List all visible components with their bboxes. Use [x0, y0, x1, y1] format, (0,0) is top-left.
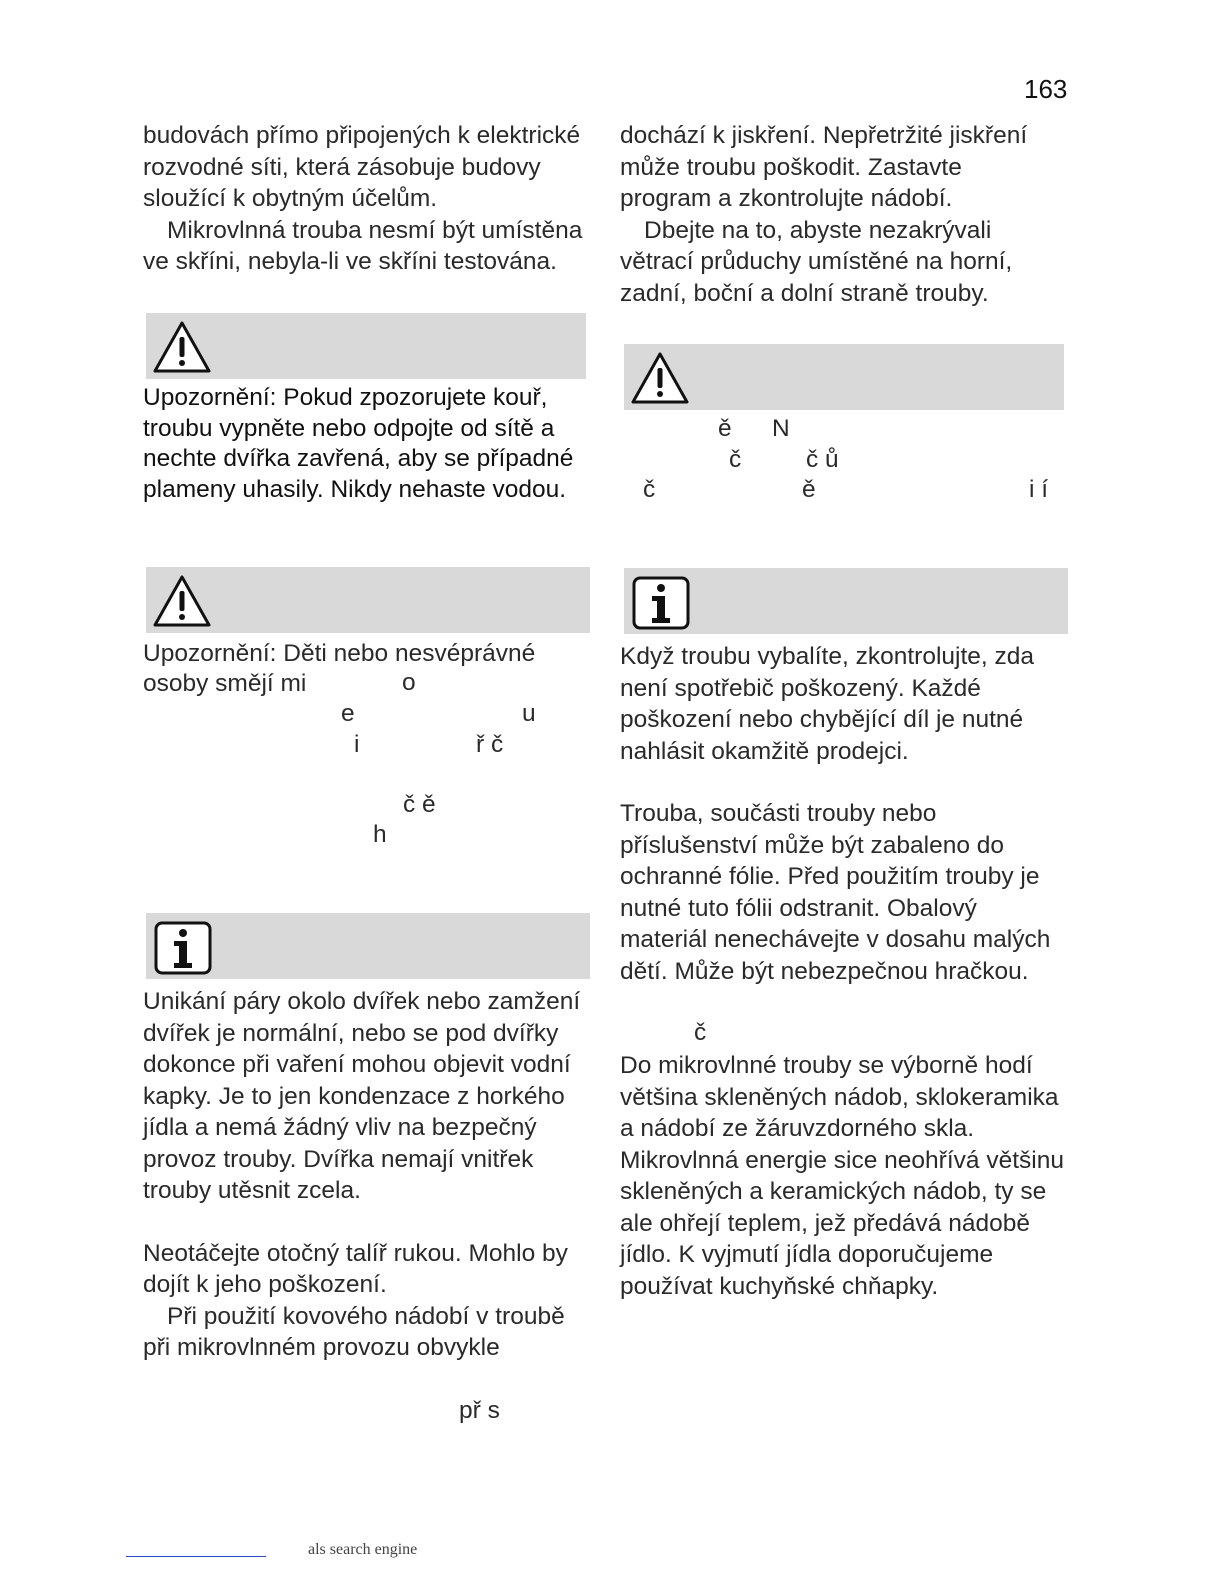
text-fragment: N [772, 415, 790, 442]
info-left-paragraph-3: Při použití kovového nádobí v troubě při mikrovlnném provozu obvykle [143, 1302, 565, 1361]
warning-text-1: Upozornění: Pokud zpozorujete kouř, troubu vypněte nebo odpojte od sítě a nechte dvířka zavřená, aby se případné plameny uhasily. Nikdy nehaste vodou. [143, 384, 574, 503]
text-fragment: i í [1029, 476, 1049, 503]
left-paragraph-1: budovách přímo připojených k elektrické rozvodné síti, která zásobuje budovy sloužící k obytným účelům. [143, 122, 581, 212]
page-number: 163 [1024, 74, 1068, 104]
footer-text: als search engine [308, 1541, 418, 1558]
text-fragment: ě [718, 415, 732, 442]
info-right-paragraph-2: Trouba, součásti trouby nebo příslušenství může být zabaleno do ochranné fólie. Před použitím trouby je nutné tuto fólii odstranit. Obalový materiál nenechávejte v dosahu malých dětí. Může být nebezpečnou hračkou. [620, 800, 1051, 985]
text-fragment: č [729, 446, 742, 473]
text-fragment: i [354, 731, 360, 758]
right-paragraph-1: dochází k jiskření. Nepřetržité jiskření může troubu poškodit. Zastavte program a zkontrolujte nádobí. [620, 122, 1028, 212]
right-paragraph-3: Do mikrovlnné trouby se výborně hodí většina skleněných nádob, sklokeramika a nádobí ze žáruvzdorného skla. Mikrovlnná energie sice neohřívá většinu skleněných a keramických nádob, ty se ale ohřejí teplem, jež předává nádobě jídlo. K vyjmutí jídla doporučujeme používat kuchyňské chňapky. [620, 1052, 1064, 1300]
info-box-left [146, 913, 590, 979]
section-heading-fragment: č [694, 1019, 707, 1046]
info-right-paragraph-1: Když troubu vybalíte, zkontrolujte, zda není spotřebič poškozený. Každé poškození nebo chybějící díl je nutné nahlásit okamžitě prodejci. [620, 643, 1034, 765]
text-fragment: u [522, 700, 536, 727]
text-fragment: h [373, 821, 387, 848]
text-fragment: e [341, 700, 355, 727]
warning-box-3 [624, 344, 1064, 410]
warning-triangle-icon [152, 319, 212, 375]
right-paragraph-2: Dbejte na to, abyste nezakrývali větrací průduchy umístěné na horní, zadní, boční a dolní straně trouby. [620, 216, 1013, 307]
text-fragment: č [643, 476, 656, 503]
left-paragraph-2: Mikrovlnná trouba nesmí být umístěna ve skříni, nebyla-li ve skříni testována. [143, 216, 583, 275]
text-fragment: č ě [403, 791, 436, 818]
warning-box-2 [146, 567, 590, 633]
text-fragment: ě [802, 476, 816, 503]
warning-text-2-line-1: Upozornění: Děti nebo nesvéprávné [143, 640, 536, 667]
text-fragment: o [402, 669, 416, 696]
info-left-paragraph-2: Neotáčejte otočný talíř rukou. Mohlo by dojít k jeho poškození. [143, 1239, 568, 1298]
info-left-paragraph-1: Unikání páry okolo dvířek nebo zamžení dvířek je normální, nebo se pod dvířky dokonce při vaření mohou objevit vodní kapky. Je to jen kondenzace z horkého jídla a nemá žádný vliv na bezpečný provoz trouby. Dvířka nemají vnitřek trouby utěsnit zcela. [143, 988, 581, 1204]
text-fragment: ř č [476, 731, 504, 758]
text-fragment: č ů [806, 446, 839, 473]
warning-triangle-icon [630, 350, 690, 406]
warning-triangle-icon [152, 573, 212, 629]
warning-box-1 [146, 313, 586, 379]
info-icon [152, 919, 212, 975]
right-column [620, 120, 1068, 309]
info-box-right [624, 568, 1068, 634]
left-column [143, 120, 591, 278]
info-icon [630, 574, 690, 630]
warning-text-2-line-2: osoby smějí mi [143, 670, 307, 697]
footer-divider [126, 1556, 266, 1557]
text-fragment: př s [459, 1397, 500, 1424]
